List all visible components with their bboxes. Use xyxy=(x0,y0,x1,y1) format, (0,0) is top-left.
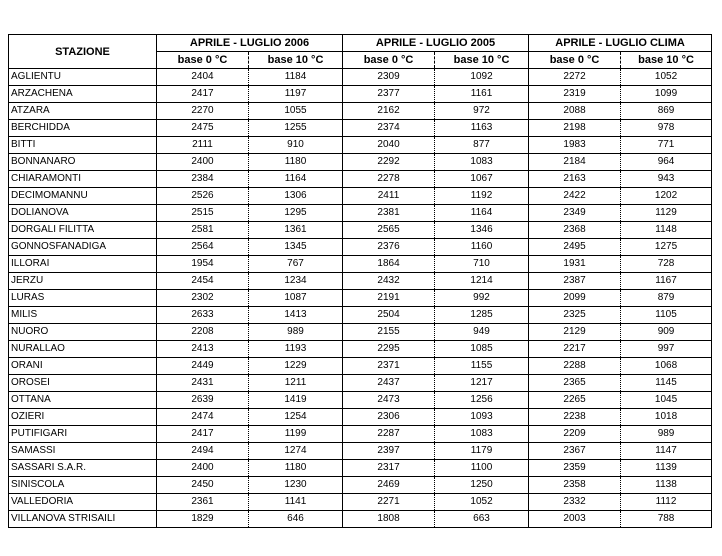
value-cell: 1139 xyxy=(621,460,712,477)
sub-header-base10: base 10 °C xyxy=(621,52,712,69)
value-cell: 1234 xyxy=(249,273,343,290)
value-cell: 2306 xyxy=(343,409,435,426)
value-cell: 877 xyxy=(435,137,529,154)
station-name-cell: DORGALI FILITTA xyxy=(9,222,157,239)
value-cell: 2454 xyxy=(157,273,249,290)
table-row xyxy=(9,171,712,188)
value-cell: 2184 xyxy=(529,154,621,171)
value-cell: 1087 xyxy=(249,290,343,307)
value-cell: 2332 xyxy=(529,494,621,511)
value-cell: 1193 xyxy=(249,341,343,358)
table-row xyxy=(9,120,712,137)
value-cell: 1361 xyxy=(249,222,343,239)
value-cell: 2162 xyxy=(343,103,435,120)
value-cell: 2319 xyxy=(529,86,621,103)
value-cell: 1067 xyxy=(435,171,529,188)
value-cell: 1346 xyxy=(435,222,529,239)
value-cell: 2040 xyxy=(343,137,435,154)
value-cell: 2494 xyxy=(157,443,249,460)
value-cell: 1829 xyxy=(157,511,249,528)
station-name-cell: OZIERI xyxy=(9,409,157,426)
value-cell: 2129 xyxy=(529,324,621,341)
value-cell: 1192 xyxy=(435,188,529,205)
value-cell: 869 xyxy=(621,103,712,120)
value-cell: 972 xyxy=(435,103,529,120)
value-cell: 1112 xyxy=(621,494,712,511)
value-cell: 1864 xyxy=(343,256,435,273)
value-cell: 1093 xyxy=(435,409,529,426)
value-cell: 1202 xyxy=(621,188,712,205)
value-cell: 2377 xyxy=(343,86,435,103)
station-name-cell: OTTANA xyxy=(9,392,157,409)
station-name-cell: ATZARA xyxy=(9,103,157,120)
value-cell: 949 xyxy=(435,324,529,341)
value-cell: 2411 xyxy=(343,188,435,205)
table-body xyxy=(9,69,712,528)
value-cell: 1197 xyxy=(249,86,343,103)
station-name-cell: BERCHIDDA xyxy=(9,120,157,137)
value-cell: 1085 xyxy=(435,341,529,358)
value-cell: 2397 xyxy=(343,443,435,460)
table-row xyxy=(9,324,712,341)
value-cell: 1306 xyxy=(249,188,343,205)
table-row xyxy=(9,443,712,460)
value-cell: 1083 xyxy=(435,154,529,171)
value-cell: 1184 xyxy=(249,69,343,86)
value-cell: 2495 xyxy=(529,239,621,256)
value-cell: 1129 xyxy=(621,205,712,222)
table-row xyxy=(9,239,712,256)
value-cell: 2003 xyxy=(529,511,621,528)
table-row xyxy=(9,86,712,103)
station-column-header: STAZIONE xyxy=(9,35,157,69)
value-cell: 2581 xyxy=(157,222,249,239)
value-cell: 1147 xyxy=(621,443,712,460)
value-cell: 1145 xyxy=(621,375,712,392)
station-name-cell: SAMASSI xyxy=(9,443,157,460)
station-name-cell: BITTI xyxy=(9,137,157,154)
value-cell: 2474 xyxy=(157,409,249,426)
value-cell: 1217 xyxy=(435,375,529,392)
table-row xyxy=(9,392,712,409)
station-name-cell: AGLIENTU xyxy=(9,69,157,86)
table-row xyxy=(9,375,712,392)
period-header-2005: APRILE - LUGLIO 2005 xyxy=(343,35,529,52)
value-cell: 2288 xyxy=(529,358,621,375)
value-cell: 2504 xyxy=(343,307,435,324)
value-cell: 1983 xyxy=(529,137,621,154)
value-cell: 1954 xyxy=(157,256,249,273)
table-row xyxy=(9,341,712,358)
value-cell: 2413 xyxy=(157,341,249,358)
station-name-cell: PUTIFIGARI xyxy=(9,426,157,443)
value-cell: 2515 xyxy=(157,205,249,222)
value-cell: 910 xyxy=(249,137,343,154)
value-cell: 2365 xyxy=(529,375,621,392)
value-cell: 2217 xyxy=(529,341,621,358)
value-cell: 1160 xyxy=(435,239,529,256)
value-cell: 2384 xyxy=(157,171,249,188)
table-row xyxy=(9,511,712,528)
table-row xyxy=(9,103,712,120)
value-cell: 2422 xyxy=(529,188,621,205)
station-name-cell: VALLEDORIA xyxy=(9,494,157,511)
table-header xyxy=(9,35,712,69)
value-cell: 1045 xyxy=(621,392,712,409)
value-cell: 2292 xyxy=(343,154,435,171)
value-cell: 978 xyxy=(621,120,712,137)
value-cell: 1068 xyxy=(621,358,712,375)
value-cell: 2374 xyxy=(343,120,435,137)
station-name-cell: NURALLAO xyxy=(9,341,157,358)
table-row xyxy=(9,137,712,154)
value-cell: 1161 xyxy=(435,86,529,103)
value-cell: 2469 xyxy=(343,477,435,494)
station-name-cell: ARZACHENA xyxy=(9,86,157,103)
table-row xyxy=(9,154,712,171)
station-name-cell: VILLANOVA STRISAILI xyxy=(9,511,157,528)
value-cell: 2431 xyxy=(157,375,249,392)
value-cell: 2475 xyxy=(157,120,249,137)
station-name-cell: NUORO xyxy=(9,324,157,341)
value-cell: 2358 xyxy=(529,477,621,494)
value-cell: 1164 xyxy=(249,171,343,188)
table-row xyxy=(9,69,712,86)
value-cell: 2633 xyxy=(157,307,249,324)
value-cell: 2302 xyxy=(157,290,249,307)
value-cell: 2155 xyxy=(343,324,435,341)
value-cell: 1141 xyxy=(249,494,343,511)
table-row xyxy=(9,477,712,494)
value-cell: 1055 xyxy=(249,103,343,120)
value-cell: 1808 xyxy=(343,511,435,528)
station-name-cell: SASSARI S.A.R. xyxy=(9,460,157,477)
value-cell: 1274 xyxy=(249,443,343,460)
value-cell: 2208 xyxy=(157,324,249,341)
value-cell: 2238 xyxy=(529,409,621,426)
value-cell: 710 xyxy=(435,256,529,273)
value-cell: 1148 xyxy=(621,222,712,239)
station-name-cell: GONNOSFANADIGA xyxy=(9,239,157,256)
value-cell: 1164 xyxy=(435,205,529,222)
table-row xyxy=(9,222,712,239)
value-cell: 1167 xyxy=(621,273,712,290)
value-cell: 1413 xyxy=(249,307,343,324)
value-cell: 1419 xyxy=(249,392,343,409)
value-cell: 1295 xyxy=(249,205,343,222)
table-row xyxy=(9,460,712,477)
value-cell: 2449 xyxy=(157,358,249,375)
station-name-cell: ORANI xyxy=(9,358,157,375)
table-row xyxy=(9,426,712,443)
station-name-cell: SINISCOLA xyxy=(9,477,157,494)
value-cell: 2417 xyxy=(157,86,249,103)
value-cell: 2371 xyxy=(343,358,435,375)
value-cell: 992 xyxy=(435,290,529,307)
value-cell: 1052 xyxy=(435,494,529,511)
value-cell: 1099 xyxy=(621,86,712,103)
value-cell: 2359 xyxy=(529,460,621,477)
value-cell: 728 xyxy=(621,256,712,273)
value-cell: 2191 xyxy=(343,290,435,307)
station-name-cell: ILLORAI xyxy=(9,256,157,273)
value-cell: 1255 xyxy=(249,120,343,137)
value-cell: 2368 xyxy=(529,222,621,239)
period-header-2006: APRILE - LUGLIO 2006 xyxy=(157,35,343,52)
value-cell: 943 xyxy=(621,171,712,188)
value-cell: 2387 xyxy=(529,273,621,290)
value-cell: 2088 xyxy=(529,103,621,120)
station-name-cell: MILIS xyxy=(9,307,157,324)
value-cell: 1250 xyxy=(435,477,529,494)
value-cell: 2270 xyxy=(157,103,249,120)
value-cell: 646 xyxy=(249,511,343,528)
sub-header-base0: base 0 °C xyxy=(343,52,435,69)
value-cell: 1211 xyxy=(249,375,343,392)
value-cell: 2163 xyxy=(529,171,621,188)
sub-header-base0: base 0 °C xyxy=(529,52,621,69)
value-cell: 1275 xyxy=(621,239,712,256)
value-cell: 1083 xyxy=(435,426,529,443)
value-cell: 1138 xyxy=(621,477,712,494)
value-cell: 1931 xyxy=(529,256,621,273)
value-cell: 2565 xyxy=(343,222,435,239)
value-cell: 1018 xyxy=(621,409,712,426)
value-cell: 2639 xyxy=(157,392,249,409)
value-cell: 2450 xyxy=(157,477,249,494)
value-cell: 2271 xyxy=(343,494,435,511)
value-cell: 2381 xyxy=(343,205,435,222)
value-cell: 2437 xyxy=(343,375,435,392)
value-cell: 2325 xyxy=(529,307,621,324)
value-cell: 2404 xyxy=(157,69,249,86)
value-cell: 1100 xyxy=(435,460,529,477)
station-name-cell: OROSEI xyxy=(9,375,157,392)
value-cell: 2361 xyxy=(157,494,249,511)
value-cell: 2295 xyxy=(343,341,435,358)
value-cell: 1105 xyxy=(621,307,712,324)
value-cell: 1229 xyxy=(249,358,343,375)
value-cell: 909 xyxy=(621,324,712,341)
value-cell: 989 xyxy=(249,324,343,341)
value-cell: 1230 xyxy=(249,477,343,494)
value-cell: 1155 xyxy=(435,358,529,375)
table-row xyxy=(9,307,712,324)
value-cell: 997 xyxy=(621,341,712,358)
station-name-cell: JERZU xyxy=(9,273,157,290)
station-name-cell: BONNANARO xyxy=(9,154,157,171)
value-cell: 1180 xyxy=(249,154,343,171)
table-row xyxy=(9,256,712,273)
table-row xyxy=(9,205,712,222)
value-cell: 2278 xyxy=(343,171,435,188)
table-row xyxy=(9,188,712,205)
value-cell: 1199 xyxy=(249,426,343,443)
table-row xyxy=(9,273,712,290)
value-cell: 2111 xyxy=(157,137,249,154)
value-cell: 2099 xyxy=(529,290,621,307)
table-row xyxy=(9,494,712,511)
value-cell: 1256 xyxy=(435,392,529,409)
value-cell: 1214 xyxy=(435,273,529,290)
value-cell: 2400 xyxy=(157,154,249,171)
value-cell: 2376 xyxy=(343,239,435,256)
sub-header-base0: base 0 °C xyxy=(157,52,249,69)
station-name-cell: LURAS xyxy=(9,290,157,307)
value-cell: 2209 xyxy=(529,426,621,443)
value-cell: 1163 xyxy=(435,120,529,137)
value-cell: 1179 xyxy=(435,443,529,460)
period-header-clima: APRILE - LUGLIO CLIMA xyxy=(529,35,712,52)
value-cell: 964 xyxy=(621,154,712,171)
value-cell: 2400 xyxy=(157,460,249,477)
table-row xyxy=(9,409,712,426)
value-cell: 1345 xyxy=(249,239,343,256)
value-cell: 989 xyxy=(621,426,712,443)
value-cell: 2287 xyxy=(343,426,435,443)
value-cell: 2432 xyxy=(343,273,435,290)
value-cell: 2349 xyxy=(529,205,621,222)
degree-days-table xyxy=(8,34,712,528)
value-cell: 1092 xyxy=(435,69,529,86)
station-name-cell: DOLIANOVA xyxy=(9,205,157,222)
value-cell: 2309 xyxy=(343,69,435,86)
value-cell: 2526 xyxy=(157,188,249,205)
value-cell: 2564 xyxy=(157,239,249,256)
value-cell: 2272 xyxy=(529,69,621,86)
sub-header-base10: base 10 °C xyxy=(249,52,343,69)
station-name-cell: DECIMOMANNU xyxy=(9,188,157,205)
value-cell: 2473 xyxy=(343,392,435,409)
sub-header-base10: base 10 °C xyxy=(435,52,529,69)
value-cell: 1254 xyxy=(249,409,343,426)
value-cell: 2265 xyxy=(529,392,621,409)
table-row xyxy=(9,290,712,307)
station-name-cell: CHIARAMONTI xyxy=(9,171,157,188)
value-cell: 663 xyxy=(435,511,529,528)
value-cell: 767 xyxy=(249,256,343,273)
value-cell: 1285 xyxy=(435,307,529,324)
value-cell: 1052 xyxy=(621,69,712,86)
value-cell: 2317 xyxy=(343,460,435,477)
table-row xyxy=(9,358,712,375)
value-cell: 2417 xyxy=(157,426,249,443)
value-cell: 788 xyxy=(621,511,712,528)
value-cell: 771 xyxy=(621,137,712,154)
value-cell: 879 xyxy=(621,290,712,307)
value-cell: 1180 xyxy=(249,460,343,477)
value-cell: 2367 xyxy=(529,443,621,460)
value-cell: 2198 xyxy=(529,120,621,137)
